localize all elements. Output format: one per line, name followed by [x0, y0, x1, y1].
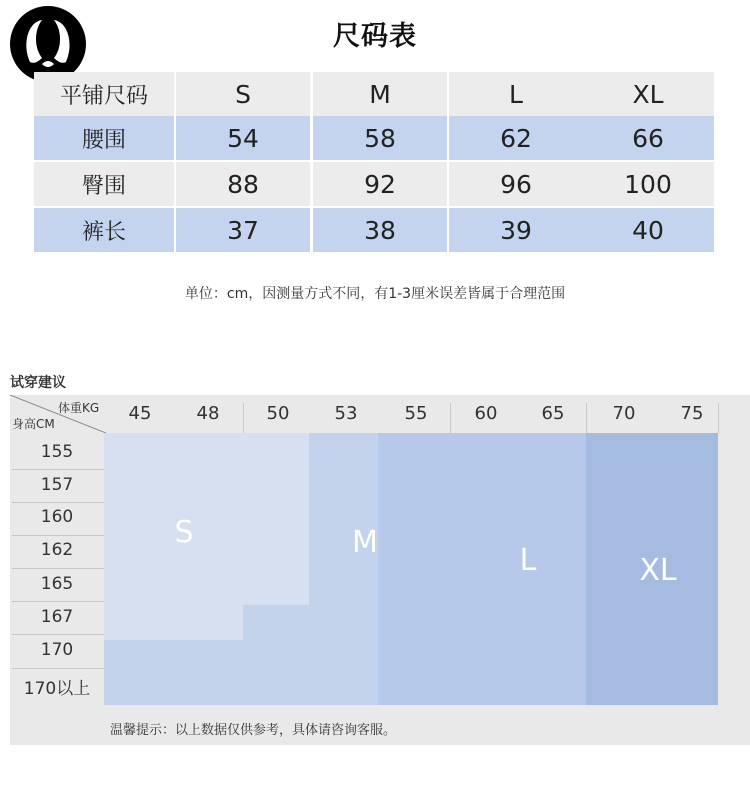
- grid-line: [450, 403, 451, 433]
- table-cell: 37: [176, 208, 310, 252]
- table-cell: 88: [176, 162, 310, 206]
- table-cell: 100: [582, 162, 714, 206]
- weight-label: 65: [541, 403, 565, 424]
- weight-label: 50: [266, 403, 290, 424]
- grid-line: [12, 668, 106, 669]
- grid-line: [586, 403, 587, 433]
- weight-label: 48: [196, 403, 220, 424]
- tip-note: 温馨提示：以上数据仅供参考，具体请咨询客服。: [110, 723, 397, 738]
- table-cell: 96: [449, 162, 583, 206]
- header-cell: S: [176, 72, 310, 116]
- height-label: 170以上: [23, 679, 91, 699]
- grid-line: [12, 568, 106, 569]
- zone-s-area: [243, 538, 309, 605]
- page-title: 尺码表: [333, 21, 417, 52]
- grid-line: [243, 403, 244, 433]
- height-label: 160: [40, 507, 74, 527]
- size-row-hip: [34, 162, 714, 206]
- row-label: 臀围: [34, 162, 174, 206]
- zone-xl-label: XL: [639, 553, 677, 588]
- row-label: 裤长: [34, 208, 174, 252]
- weight-label: 55: [404, 403, 428, 424]
- table-cell: 92: [313, 162, 447, 206]
- weight-label: 60: [474, 403, 498, 424]
- unit-note: 单位：cm，因测量方式不同，有1-3厘米误差皆属于合理范围: [184, 286, 566, 302]
- zone-s-label: S: [174, 515, 194, 550]
- header-cell: 平铺尺码: [34, 72, 174, 116]
- weight-label: 45: [128, 403, 152, 424]
- grid-line: [12, 634, 106, 635]
- header-cell: XL: [582, 72, 714, 116]
- weight-label: 75: [680, 403, 704, 424]
- size-header-row: [34, 72, 714, 116]
- size-row-waist: [34, 116, 714, 160]
- header-cell: L: [449, 72, 583, 116]
- size-table: [34, 72, 714, 258]
- height-label: 167: [40, 607, 74, 627]
- table-cell: 66: [582, 116, 714, 160]
- table-cell: 40: [582, 208, 714, 252]
- height-label: 170: [40, 640, 74, 660]
- weight-label: 70: [612, 403, 636, 424]
- table-cell: 54: [176, 116, 310, 160]
- weight-axis-label: 体重KG: [58, 401, 100, 415]
- zone-m-label: M: [352, 525, 378, 560]
- zone-s-area: [243, 433, 309, 538]
- table-cell: 58: [313, 116, 447, 160]
- grid-line: [12, 601, 106, 602]
- weight-label: 53: [334, 403, 358, 424]
- grid-line: [12, 535, 106, 536]
- height-axis-label: 身高CM: [12, 417, 55, 431]
- grid-line: [718, 403, 719, 433]
- height-label: 162: [40, 540, 74, 560]
- table-cell: 38: [313, 208, 447, 252]
- grid-line: [12, 502, 106, 503]
- try-on-chart: [10, 395, 750, 745]
- table-cell: 39: [449, 208, 583, 252]
- table-cell: 62: [449, 116, 583, 160]
- height-label: 155: [40, 442, 74, 462]
- row-label: 腰围: [34, 116, 174, 160]
- size-row-length: [34, 208, 714, 252]
- height-label: 165: [40, 574, 74, 594]
- zone-l-label: L: [519, 543, 537, 578]
- grid-line: [12, 469, 106, 470]
- height-label: 157: [40, 475, 74, 495]
- header-cell: M: [313, 72, 447, 116]
- try-on-title: 试穿建议: [10, 375, 66, 391]
